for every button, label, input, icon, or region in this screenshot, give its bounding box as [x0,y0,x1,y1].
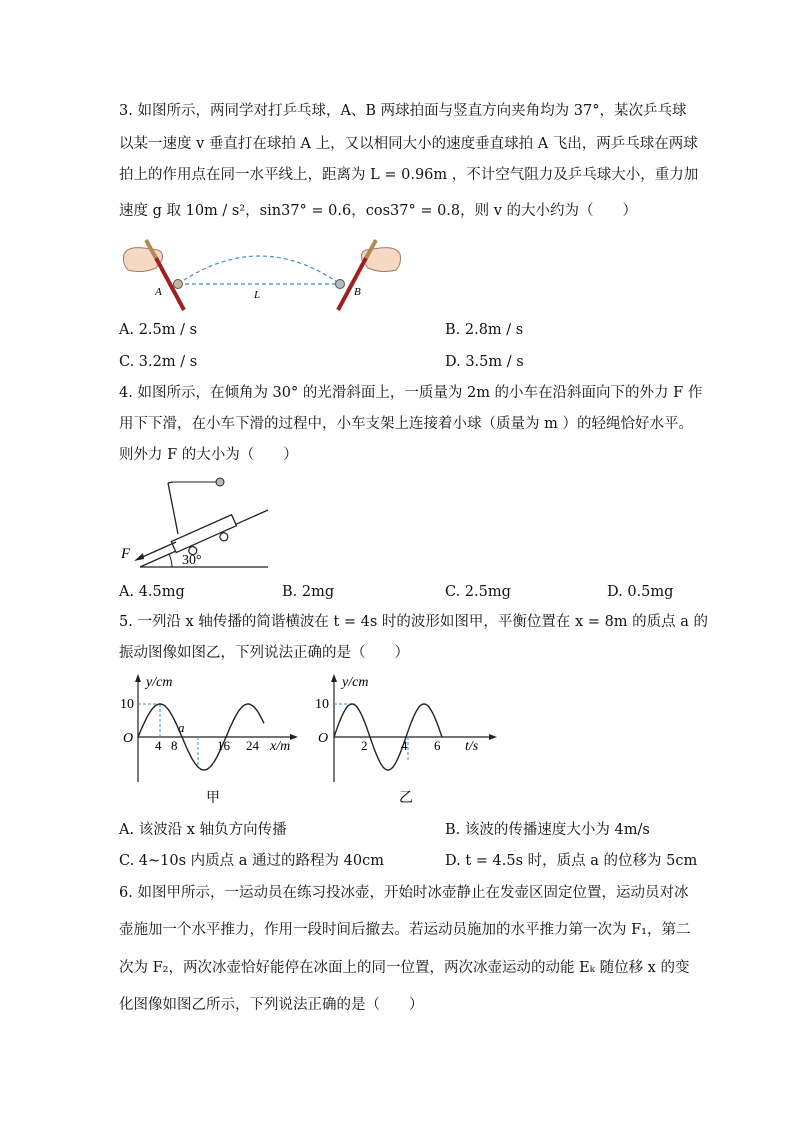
q4-option-d: D. 0.5mg [607,584,674,600]
q4-option-c: C. 2.5mg [445,584,511,600]
jia-point-a: a [178,720,185,735]
q3-line-3: 拍上的作用点在同一水平线上，距离为 L = 0.96m ，不计空气阻力及乒乓球大小，重力加 [119,167,699,183]
q3-option-c: C. 3.2m / s [119,354,198,370]
yi-caption: 乙 [399,791,413,806]
yi-x-tick-6: 6 [434,738,441,753]
label-b: B [354,286,361,298]
q4-option-b: B. 2mg [282,584,335,600]
q4-option-a: A. 4.5mg [119,584,185,600]
yi-ylabel: y/cm [342,675,369,690]
label-a: A [155,286,162,298]
q5-option-b: B. 该波的传播速度大小为 4m/s [445,822,650,838]
jia-caption: 甲 [206,791,220,806]
support-top [168,482,173,483]
q5-figure-yi [303,670,503,810]
yi-xlabel: t/s [465,739,479,754]
yi-y-tick: 10 [315,697,329,712]
q6-line-1: 6. 如图甲所示，一运动员在练习投冰壶，开始时冰壶静止在发壶区固定位置，运动员对冰 [119,885,689,901]
ball-trajectory [178,256,340,284]
yi-x-arrow [489,734,497,740]
q5-option-c: C. 4~10s 内质点 a 通过的路程为 40cm [119,853,384,869]
q3-line-1: 3. 如图所示，两同学对打乒乓球，A、B 两球拍面与竖直方向夹角均为 37°，某次乒乓球 [119,103,687,119]
q3-figure [118,232,408,312]
force-arrow-head [134,553,144,561]
q3-line-2: 以某一速度 v 垂直打在球拍 A 上，又以相同大小的速度垂直球拍 A 飞出，两乒乓球在两球 [119,136,698,152]
jia-x-tick-8: 8 [171,738,178,753]
jia-x-tick-4: 4 [155,738,162,753]
q3-option-b: B. 2.8m / s [445,322,524,338]
q6-line-3: 次为 F₂，两次冰壶恰好能停在冰面上的同一位置，两次冰壶运动的动能 Eₖ 随位移 x 的变 [119,960,690,976]
angle-arc [169,554,172,567]
jia-ylabel: y/cm [146,675,173,690]
q5-option-d: D. t = 4.5s 时，质点 a 的位移为 5cm [445,853,698,869]
jia-y-tick: 10 [120,697,134,712]
jia-origin: O [123,731,134,746]
yi-y-arrow [331,674,337,682]
ball-a [174,280,183,289]
ball-b [336,280,345,289]
jia-x-arrow [290,734,298,740]
q5-option-a: A. 该波沿 x 轴负方向传播 [119,822,287,838]
q6-line-4: 化图像如图乙所示，下列说法正确的是（ ） [119,997,424,1013]
small-ball [216,478,224,486]
q3-option-a: A. 2.5m / s [119,322,198,338]
label-angle: 30° [182,553,202,568]
q3-line-4: 速度 g 取 10m / s²，sin37° = 0.6，cos37° = 0.8，则 v 的大小约为（ ） [119,203,638,219]
q4-line-2: 用下下滑，在小车下滑的过程中，小车支架上连接着小球（质量为 m ）的轻绳恰好水平。 [119,416,693,432]
q4-line-3: 则外力 F 的大小为（ ） [119,447,298,463]
q4-line-1: 4. 如图所示，在倾角为 30° 的光滑斜面上，一质量为 2m 的小车在沿斜面向下的外力 F 作 [119,385,703,401]
q5-figure-jia [118,670,303,810]
jia-x-tick-24: 24 [246,738,259,753]
jia-y-arrow [135,674,141,682]
support-pole [168,483,178,534]
q3-option-d: D. 3.5m / s [445,354,524,370]
q4-figure [118,472,278,572]
yi-origin: O [318,731,329,746]
jia-xlabel: x/m [270,739,291,754]
label-l: L [254,289,261,301]
q6-line-2: 壶施加一个水平推力，作用一段时间后撤去。若运动员施加的水平推力第一次为 F₁，第二 [119,922,691,938]
q5-line-1: 5. 一列沿 x 轴传播的简谐横波在 t = 4s 时的波形如图甲，平衡位置在 x = 8m 的质点 a 的 [119,614,709,630]
yi-x-tick-2: 2 [361,738,368,753]
jia-x-tick-16: 16 [217,738,230,753]
yi-x-tick-4: 4 [401,738,408,753]
label-f: F [121,546,131,562]
q5-line-2: 振动图像如图乙，下列说法正确的是（ ） [119,645,409,661]
